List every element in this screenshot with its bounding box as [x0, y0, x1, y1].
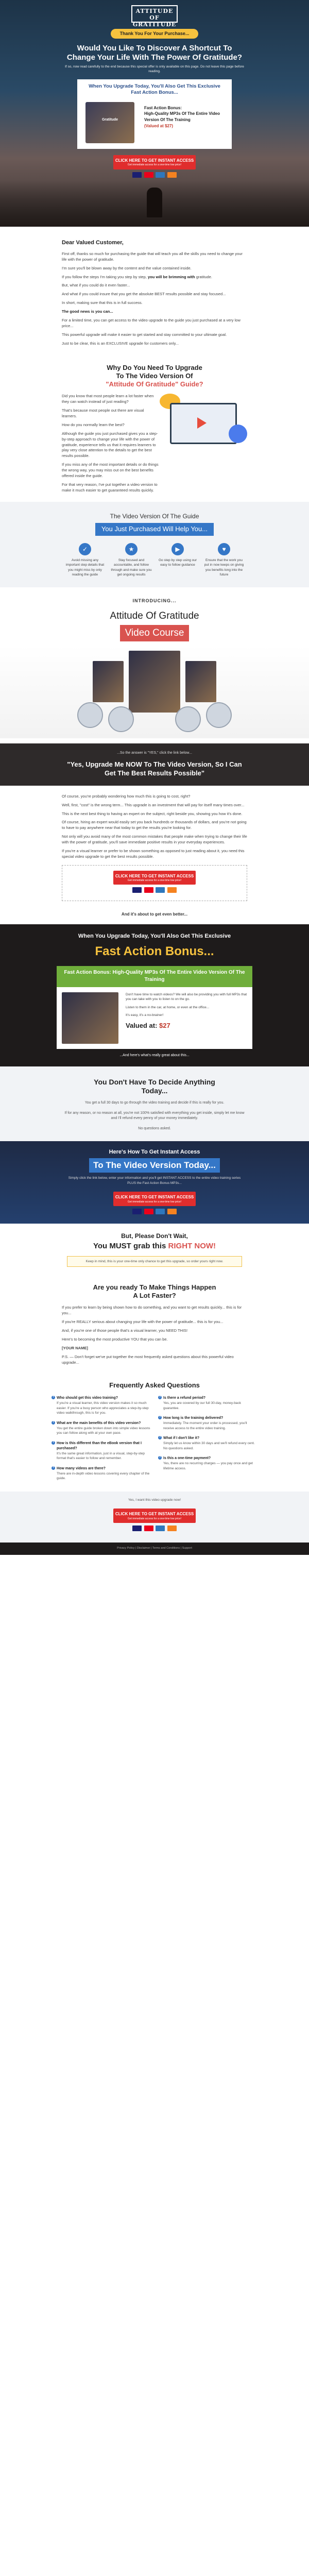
hero-headline: Would You Like To Discover A Shortcut To Change Your Life With The Power Of Gratitude? — [66, 44, 243, 62]
bonus-card-text — [144, 105, 227, 129]
urgency-section — [0, 1224, 309, 1277]
check-icon: ✓ — [79, 543, 91, 555]
faq-item — [158, 1396, 258, 1411]
logo — [131, 5, 178, 28]
visa-card-icon — [132, 887, 142, 893]
faq-question: ? Who should get this video training? — [52, 1396, 151, 1401]
fast-bonus-bar: Fast Action Bonus: High-Quality MP3s Of The Entire Video Version Of The Training — [57, 966, 252, 987]
visa-card-icon — [132, 172, 142, 178]
closing-text: Yes, I want this video upgrade now! — [128, 1498, 181, 1502]
faq-item — [52, 1441, 151, 1461]
book-cover-title: Gratitude — [101, 117, 118, 122]
access-text: Simply click the link below, enter your information and you'll get INSTANT ACCESS to the entire video training series PLUS the Fast Action Bonus MP3s... — [68, 1176, 241, 1185]
greeting: Dear Valued Customer, — [62, 240, 124, 246]
urgency-accent: RIGHT NOW! — [168, 1242, 216, 1251]
visa-card-icon — [132, 1526, 142, 1531]
faq-question: ? What if I don't like it? — [158, 1436, 258, 1441]
ready-p4: Here's to becoming the most productive YOU that you can be. — [62, 1336, 168, 1342]
signature: [YOUR NAME] — [62, 1345, 88, 1350]
why-split — [62, 394, 247, 496]
fast-p3: It's easy, it's a no-brainer! — [126, 1013, 164, 1018]
fast-line1: When You Upgrade Today, You'll Also Get This Exclusive — [78, 933, 231, 940]
urgency-line1: But, Please Don't Wait, — [121, 1232, 188, 1240]
faq-question: ? Is there a refund period? — [158, 1396, 258, 1401]
fast-p2: Listen to them in the car, at home, or even at the office... — [126, 1005, 210, 1009]
benefits-ribbon: You Just Purchased Will Help You... — [95, 523, 214, 536]
payment-cards — [0, 1526, 309, 1533]
intro-title: Attitude Of Gratitude — [110, 610, 199, 621]
letter-p10: Just to be clear, this is an EXCLUSIVE upgrade for customers only... — [62, 341, 179, 346]
letter-p4: But, what if you could do it even faster... — [62, 283, 130, 288]
why-title-line2: To The Video Version Of — [116, 372, 193, 380]
cost-p1: Of course, you're probably wondering how much this is going to cost, right? — [62, 793, 191, 799]
cost-p6: If you're a visual learner or prefer to be shown something as opposed to just reading about it, you need this special video upgrade to get the best results possible. — [62, 848, 245, 859]
visa-card-icon — [132, 1209, 142, 1214]
why-section — [0, 364, 309, 496]
urgency-lead: You MUST grab this — [93, 1242, 168, 1251]
fast-bonus-info — [118, 992, 247, 1044]
faq-item — [52, 1466, 151, 1481]
faq-item — [52, 1421, 151, 1436]
product-box — [93, 661, 124, 702]
why-title-accent: "Attitude Of Gratitude" Guide? — [106, 380, 203, 388]
why-text — [62, 394, 160, 496]
letter-p5: And what if you could insure that you get the absolute BEST results possible and stay focused... — [62, 292, 226, 297]
dvd-disc-icon — [77, 702, 103, 728]
heart-icon: ♥ — [218, 543, 230, 555]
urgency-note: Keep in mind, this is your one-time only chance to get this upgrade, so order yours right now. — [67, 1256, 242, 1267]
cta-label: CLICK HERE TO GET INSTANT ACCESS — [115, 1194, 194, 1199]
star-icon: ★ — [125, 543, 138, 555]
payment-cards — [0, 1209, 309, 1216]
faq-column-left — [52, 1396, 151, 1486]
dvd-disc-icon — [175, 706, 201, 732]
cost-p5: Not only will you avoid many of the most common mistakes that people make when trying to change their life with the power of gratitude, you'll save immediate positive results in your everyday experiences. — [62, 834, 247, 845]
letter-p3-bold: you will be brimming with — [147, 274, 195, 279]
faq-question: ? Is this a one-time payment? — [158, 1456, 258, 1461]
ready-p3: And, if you're one of those people that's a visual learner, you NEED THIS! — [62, 1328, 188, 1333]
access-line2: To The Video Version Today... — [89, 1158, 220, 1173]
letter-p2: I'm sure you'll be blown away by the content and the value contained inside. — [62, 265, 192, 270]
amex-card-icon — [156, 887, 165, 893]
faq-question: ? What are the main benefits of this video version? — [52, 1421, 151, 1426]
play-icon: ▶ — [171, 543, 184, 555]
price-label: Valued at: — [126, 1021, 160, 1029]
faq-item — [52, 1396, 151, 1415]
faq-item — [158, 1416, 258, 1431]
access-section — [0, 1141, 309, 1224]
product-boxset-image — [0, 646, 309, 738]
urgency-line2 — [0, 1241, 309, 1252]
faq-answer: Yes, you are covered by our full 30-day, money-back guarantee. — [163, 1401, 242, 1410]
faq-item — [158, 1456, 258, 1471]
letter-p8: For a limited time, you can get access to the video upgrade to the guide you just purchased at a very low price... — [62, 317, 241, 328]
cta-sublabel: Get immediate access for a one-time low price! — [127, 163, 182, 167]
faq-column-right — [158, 1396, 258, 1486]
yes-headline: "Yes, Upgrade Me NOW To The Video Version, So I Can Get The Best Results Possible" — [67, 760, 242, 777]
why-p4: Although the guide you just purchased gives you a step-by-step approach to change your life with the power of gratitude, experience tells us that it requires learners to play very close attention to the details to get the best results possible. — [62, 431, 158, 459]
guarantee-title: You Don't Have To Decide Anything Today... — [94, 1078, 215, 1095]
faq-answer: If you're a visual learner, this video version makes it so much easier. If you're a busy person who appreciates a step-by-step video walkthrough, this is for you. — [57, 1401, 149, 1415]
cta-label: CLICK HERE TO GET INSTANT ACCESS — [115, 873, 194, 878]
cta-button-4[interactable] — [113, 1509, 196, 1523]
mp3-product-image — [62, 992, 118, 1044]
faq-title: Frequently Asked Questions — [109, 1381, 200, 1389]
letter-p1: First off, thanks so much for purchasing the guide that will teach you all the skills you need to change your life with the power of gratitude. — [62, 251, 243, 262]
faq-answer: Immediately. The moment your order is processed, you'll receive access to the entire video training. — [163, 1421, 247, 1430]
bonus-value: (Valued at $27) — [144, 123, 174, 128]
cost-p4: Of course, hiring an expert would easily set you back hundreds or thousands of dollars, and you're not going to have to pay anywhere near that today to get the results you're looking for. — [62, 820, 247, 831]
letter-p9: This powerful upgrade will make it easier to get started and stay committed to your ultimate goal. — [62, 332, 227, 337]
ready-text — [62, 1305, 247, 1365]
mastercard-icon — [144, 1209, 153, 1214]
bubble-decoration — [229, 425, 247, 443]
fast-bonus-body — [57, 987, 252, 1049]
mastercard-icon — [144, 172, 153, 178]
fast-action-section — [0, 924, 309, 1066]
amex-card-icon — [156, 172, 165, 178]
discover-card-icon — [167, 172, 177, 178]
intro-section — [0, 587, 309, 743]
ready-title: Are you ready To Make Things Happen A Lot Faster? — [93, 1283, 216, 1300]
fast-line2: Fast Action Bonus... — [95, 944, 214, 959]
cta-label: CLICK HERE TO GET INSTANT ACCESS — [115, 158, 194, 163]
fast-note: ...And here's what's really great about this... — [119, 1053, 190, 1057]
yes-small-text: ...So the answer is "YES," click the link below... — [117, 751, 192, 755]
access-line1: Here's How To Get Instant Access — [109, 1148, 200, 1155]
benefits-kicker: The Video Version Of The Guide — [110, 512, 199, 520]
benefit-text: Go step by step using our easy to follow guidance — [158, 558, 197, 567]
discover-card-icon — [167, 887, 177, 893]
ready-p1: If you prefer to learn by being shown how to do something, and you want to get results quickly... this is for you... — [62, 1305, 242, 1316]
hero-section — [0, 0, 309, 227]
letter-p3-lead: If you follow the steps I'm taking you step by step, — [62, 274, 148, 279]
letter-section — [62, 227, 247, 354]
faq-answer: Simply let us know within 30 days and we'll refund every cent. No questions asked. — [163, 1442, 255, 1450]
person-silhouette-image — [147, 188, 162, 217]
why-title — [0, 364, 309, 388]
guarantee-p2: If for any reason, or no reason at all, you're not 100% satisfied with everything you get inside, simply let me know and I'll refund every penny of your money immediately. — [64, 1111, 245, 1121]
faq-item — [158, 1436, 258, 1451]
discover-card-icon — [167, 1209, 177, 1214]
mastercard-icon — [144, 1526, 153, 1531]
faq-answer: It's the same great information, just in a visual, step-by-step format that's easier to follow and remember. — [57, 1451, 145, 1461]
dvd-disc-icon — [108, 706, 134, 732]
video-illustration-image — [160, 394, 247, 455]
benefit-text: Avoid missing any important step details that you might miss by only reading the guide — [65, 558, 105, 577]
benefit-text: Stay focused and accountable, and follow through and make sure you get ongoing results — [111, 558, 152, 577]
intro-kicker: INTRODUCING... — [132, 598, 177, 604]
yes-upgrade-section — [0, 743, 309, 786]
better-line: And it's about to get even better... — [121, 911, 188, 917]
product-box — [129, 651, 180, 713]
fast-bonus-card — [57, 966, 252, 1049]
intro-ribbon: Video Course — [120, 625, 190, 641]
cost-section — [62, 786, 247, 906]
payment-cards — [0, 172, 309, 180]
benefits-section — [0, 502, 309, 588]
laptop-play-icon — [170, 403, 237, 444]
cta-button-3[interactable] — [113, 1192, 196, 1206]
bonus-desc: High-Quality MP3s Of The Entire Video Version Of The Training — [144, 111, 220, 123]
faq-question: ? How long is the training delivered? — [158, 1416, 258, 1421]
why-p6: For that very reason, I've put together a video version to make it much easier to get guaranteed results quickly. — [62, 482, 158, 493]
why-p5: If you miss any of the most important details or do things the wrong way, you may miss out on the best benefits offered inside the guide. — [62, 462, 159, 478]
letter-p6: In short, making sure that this is in full success. — [62, 300, 143, 306]
dvd-disc-icon — [206, 702, 232, 728]
guarantee-section — [0, 1066, 309, 1141]
benefits-list — [0, 543, 309, 578]
logo-line2: GRATITUDE — [132, 21, 177, 28]
faq-section — [0, 1374, 309, 1491]
faq-question: ? How many videos are there? — [52, 1466, 151, 1471]
faq-answer: There are in-depth video lessons covering every chapter of the guide. — [57, 1471, 150, 1481]
cost-p3: This is the next best thing to having an expert on the subject, right beside you, showing you how it's done. — [62, 811, 243, 816]
faq-answer: You get the entire guide broken down into simple video lessons you can follow along with at your own pace. — [57, 1426, 150, 1435]
benefit-item — [111, 543, 152, 578]
hero-subtext: If so, now read carefully to the end because this special offer is only available on this page. Do not leave this page before reading. — [65, 65, 244, 74]
footer-links[interactable]: Privacy Policy | Disclaimer | Terms and Conditions | Support — [0, 1543, 309, 1555]
bonus-card — [77, 79, 232, 149]
ready-ps: P.S. — Don't forget we've put together the most frequently asked questions about this powerful video upgrade... — [62, 1354, 234, 1365]
cta-button-2[interactable] — [113, 871, 196, 885]
cta-box — [62, 865, 247, 901]
cta-sublabel: Get immediate access for a one-time low price! — [127, 879, 182, 883]
why-title-line1: Why Do You Need To Upgrade — [107, 364, 202, 372]
bonus-label: Fast Action Bonus: — [144, 105, 182, 110]
book-cover-image — [85, 102, 134, 143]
guarantee-p1: You get a full 30 days to go through the video training and decide if this is really for you. — [84, 1101, 225, 1105]
letter-p3 — [62, 275, 247, 280]
letter-p7: The good news is you can... — [62, 309, 113, 314]
letter-p3-tail: gratitude. — [195, 274, 212, 279]
faq-answer: Yes, there are no recurring charges — you pay once and get lifetime access. — [163, 1462, 253, 1470]
ready-section — [0, 1276, 309, 1374]
fast-p1: Don't have time to watch videos? We will also be providing you with full MP3s that you can take with you to listen to on the go. — [126, 992, 247, 1002]
discover-card-icon — [167, 1526, 177, 1531]
benefit-item — [157, 543, 198, 578]
amex-card-icon — [156, 1209, 165, 1214]
closing-section — [0, 1492, 309, 1543]
bonus-card-title: When You Upgrade Today, You'll Also Get This Exclusive Fast Action Bonus... — [89, 83, 220, 95]
cta-sublabel: Get immediate access for a one-time low price! — [127, 1517, 182, 1520]
fast-price — [126, 1021, 247, 1031]
product-box — [185, 661, 216, 702]
benefit-text: Ensure that the work you put in now keeps on giving you benefits long into the future — [204, 558, 244, 577]
logo-line1: ATTITUDE OF — [135, 8, 174, 21]
benefit-item — [203, 543, 245, 578]
mastercard-icon — [144, 887, 153, 893]
hero-cta-button[interactable] — [113, 155, 196, 170]
faq-grid — [52, 1396, 258, 1486]
cost-p2: Well, first, "cost" is the wrong term... This upgrade is an investment that will pay for itself many times over... — [62, 802, 245, 807]
amex-card-icon — [156, 1526, 165, 1531]
cta-sublabel: Get immediate access for a one-time low price! — [127, 1200, 182, 1204]
faq-question: ? How is this different than the eBook version that I purchased? — [52, 1441, 151, 1451]
why-p3: How do you normally learn the best? — [62, 422, 125, 427]
cta-label: CLICK HERE TO GET INSTANT ACCESS — [115, 1512, 194, 1517]
why-p1: Did you know that most people learn a lot faster when they can watch instead of just reading? — [62, 394, 154, 404]
why-p2: That's because most people out there are visual learners. — [62, 408, 144, 419]
thank-you-pill: Thank You For Your Purchase... — [111, 29, 199, 39]
price-value: $27 — [159, 1021, 170, 1029]
guarantee-p3: No questions asked. — [138, 1127, 171, 1131]
ready-p2: If you're REALLY serious about changing your life with the power of gratitude... this is for you... — [62, 1319, 224, 1325]
payment-cards — [66, 887, 243, 895]
benefit-item — [64, 543, 106, 578]
